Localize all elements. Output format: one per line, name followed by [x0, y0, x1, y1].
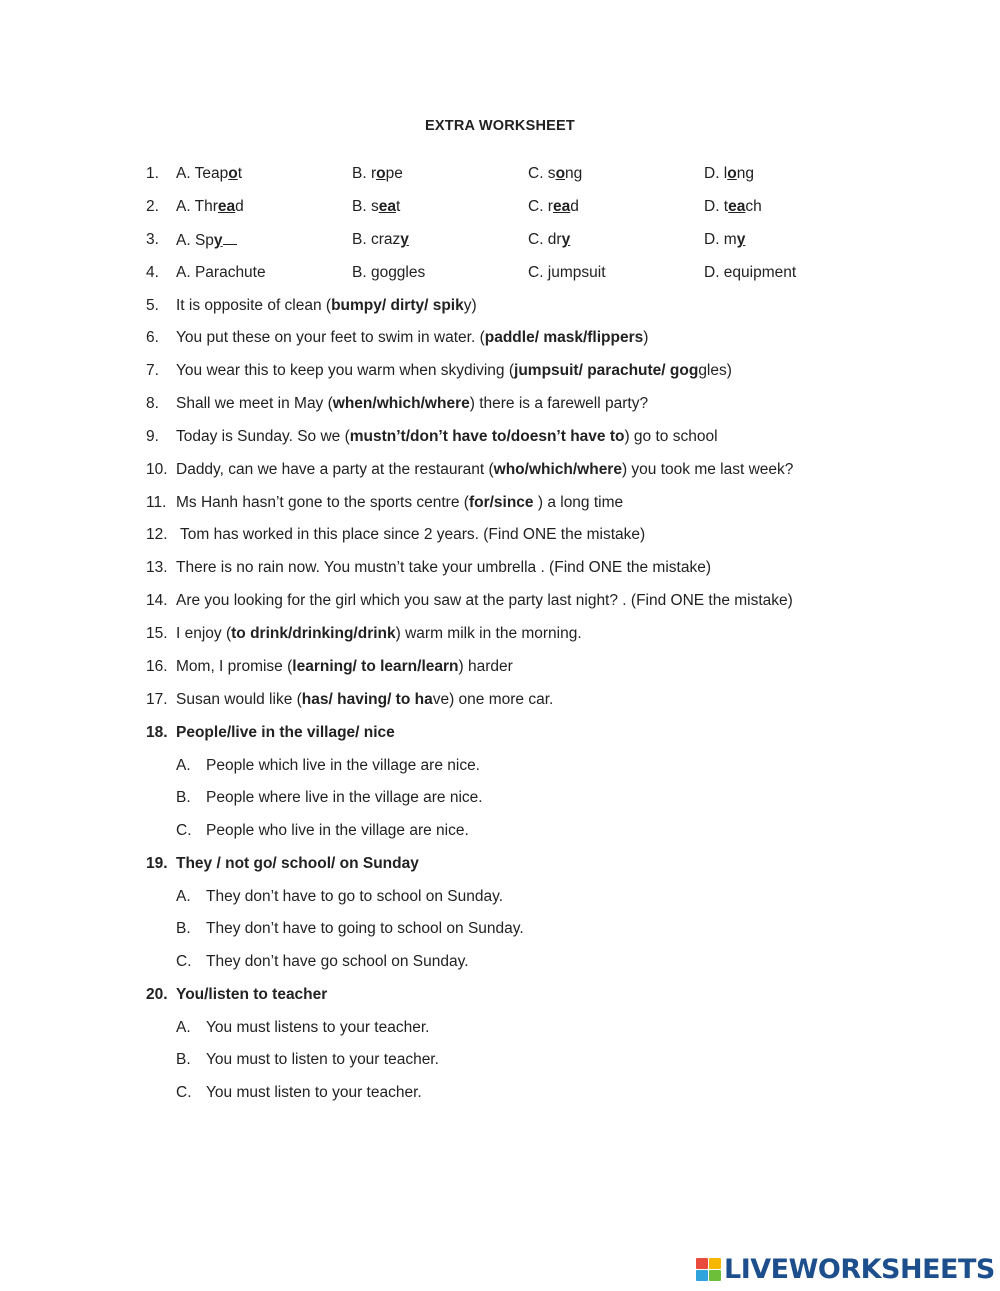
question-text: Are you looking for the girl which you saw at the party last night? . (Find ONE the mistake) [176, 592, 793, 609]
question-text: You/listen to teacher [176, 986, 328, 1003]
option-letter: C. [176, 953, 192, 970]
question-text: Today is Sunday. So we (mustn’t/don’t have to/doesn’t have to) go to school [176, 428, 718, 445]
option-b: B. seat [352, 198, 401, 215]
option-d: D. my [704, 231, 746, 248]
option-text: People where live in the village are nice. [206, 789, 483, 806]
question-text: I enjoy (to drink/drinking/drink) warm milk in the morning. [176, 625, 582, 642]
logo-block [696, 1270, 708, 1281]
question-number: 2. [146, 198, 159, 215]
question-text: People/live in the village/ nice [176, 724, 395, 741]
question-number: 9. [146, 428, 159, 445]
question-text: It is opposite of clean (bumpy/ dirty/ spiky) [176, 297, 477, 314]
question-number: 8. [146, 395, 159, 412]
option-c: C. song [528, 165, 583, 182]
option-text: People who live in the village are nice. [206, 822, 469, 839]
question-text: Shall we meet in May (when/which/where) there is a farewell party? [176, 395, 649, 412]
option-text: You must listen to your teacher. [206, 1084, 422, 1101]
logo-block [696, 1258, 708, 1269]
option-a: A. Thread [176, 198, 244, 215]
option-a: A. Spy [176, 230, 237, 251]
question-text: There is no rain now. You mustn’t take your umbrella . (Find ONE the mistake) [176, 559, 711, 576]
question-number: 20. [146, 986, 168, 1003]
option-c: C. jumpsuit [528, 264, 606, 281]
option-b: B. rope [352, 165, 403, 182]
logo-text: LIVEWORKSHEETS [724, 1254, 995, 1285]
question-text: Daddy, can we have a party at the restaurant (who/which/where) you took me last week? [176, 461, 794, 478]
option-c: C. dry [528, 231, 571, 248]
answer-blank [223, 230, 237, 245]
question-number: 16. [146, 658, 168, 675]
question-text: Susan would like (has/ having/ to have) one more car. [176, 691, 554, 708]
option-d: D. teach [704, 198, 762, 215]
question-number: 18. [146, 724, 168, 741]
option-d: D. long [704, 165, 754, 182]
question-number: 11. [146, 494, 167, 511]
option-a: A. Parachute [176, 264, 266, 281]
question-number: 6. [146, 329, 159, 346]
option-letter: A. [176, 1019, 191, 1036]
question-number: 19. [146, 855, 168, 872]
option-text: People which live in the village are nice. [206, 757, 480, 774]
question-number: 17. [146, 691, 168, 708]
question-number: 15. [146, 625, 168, 642]
question-number: 3. [146, 231, 159, 248]
option-text: You must to listen to your teacher. [206, 1051, 439, 1068]
option-b: B. goggles [352, 264, 426, 281]
option-letter: A. [176, 757, 191, 774]
question-number: 12. [146, 526, 168, 543]
logo-blocks-icon [696, 1258, 722, 1282]
question-text: Mom, I promise (learning/ to learn/learn) harder [176, 658, 513, 675]
question-number: 1. [146, 165, 159, 182]
question-text: They / not go/ school/ on Sunday [176, 855, 419, 872]
question-number: 10. [146, 461, 168, 478]
option-letter: A. [176, 888, 191, 905]
option-letter: B. [176, 789, 191, 806]
question-text: Tom has worked in this place since 2 years. (Find ONE the mistake) [176, 526, 646, 543]
option-text: You must listens to your teacher. [206, 1019, 430, 1036]
option-letter: B. [176, 1051, 191, 1068]
logo-block [709, 1270, 721, 1281]
question-number: 5. [146, 297, 159, 314]
option-d: D. equipment [704, 264, 797, 281]
question-number: 4. [146, 264, 159, 281]
liveworksheets-logo [696, 1255, 994, 1285]
question-text: You wear this to keep you warm when skydiving (jumpsuit/ parachute/ goggles) [176, 362, 732, 379]
question-number: 13. [146, 559, 168, 576]
option-text: They don’t have to go to school on Sunday. [206, 888, 503, 905]
option-b: B. crazy [352, 231, 409, 248]
option-letter: B. [176, 920, 191, 937]
question-text: Ms Hanh hasn’t gone to the sports centre (for/since ) a long time [176, 494, 624, 511]
option-text: They don’t have to going to school on Sunday. [206, 920, 524, 937]
worksheet-title: EXTRA WORKSHEET [425, 118, 575, 134]
option-text: They don’t have go school on Sunday. [206, 953, 469, 970]
logo-block [709, 1258, 721, 1269]
option-c: C. read [528, 198, 579, 215]
question-number: 7. [146, 362, 159, 379]
option-letter: C. [176, 822, 192, 839]
question-text: You put these on your feet to swim in water. (paddle/ mask/flippers) [176, 329, 649, 346]
option-letter: C. [176, 1084, 192, 1101]
question-number: 14. [146, 592, 168, 609]
option-a: A. Teapot [176, 165, 243, 182]
